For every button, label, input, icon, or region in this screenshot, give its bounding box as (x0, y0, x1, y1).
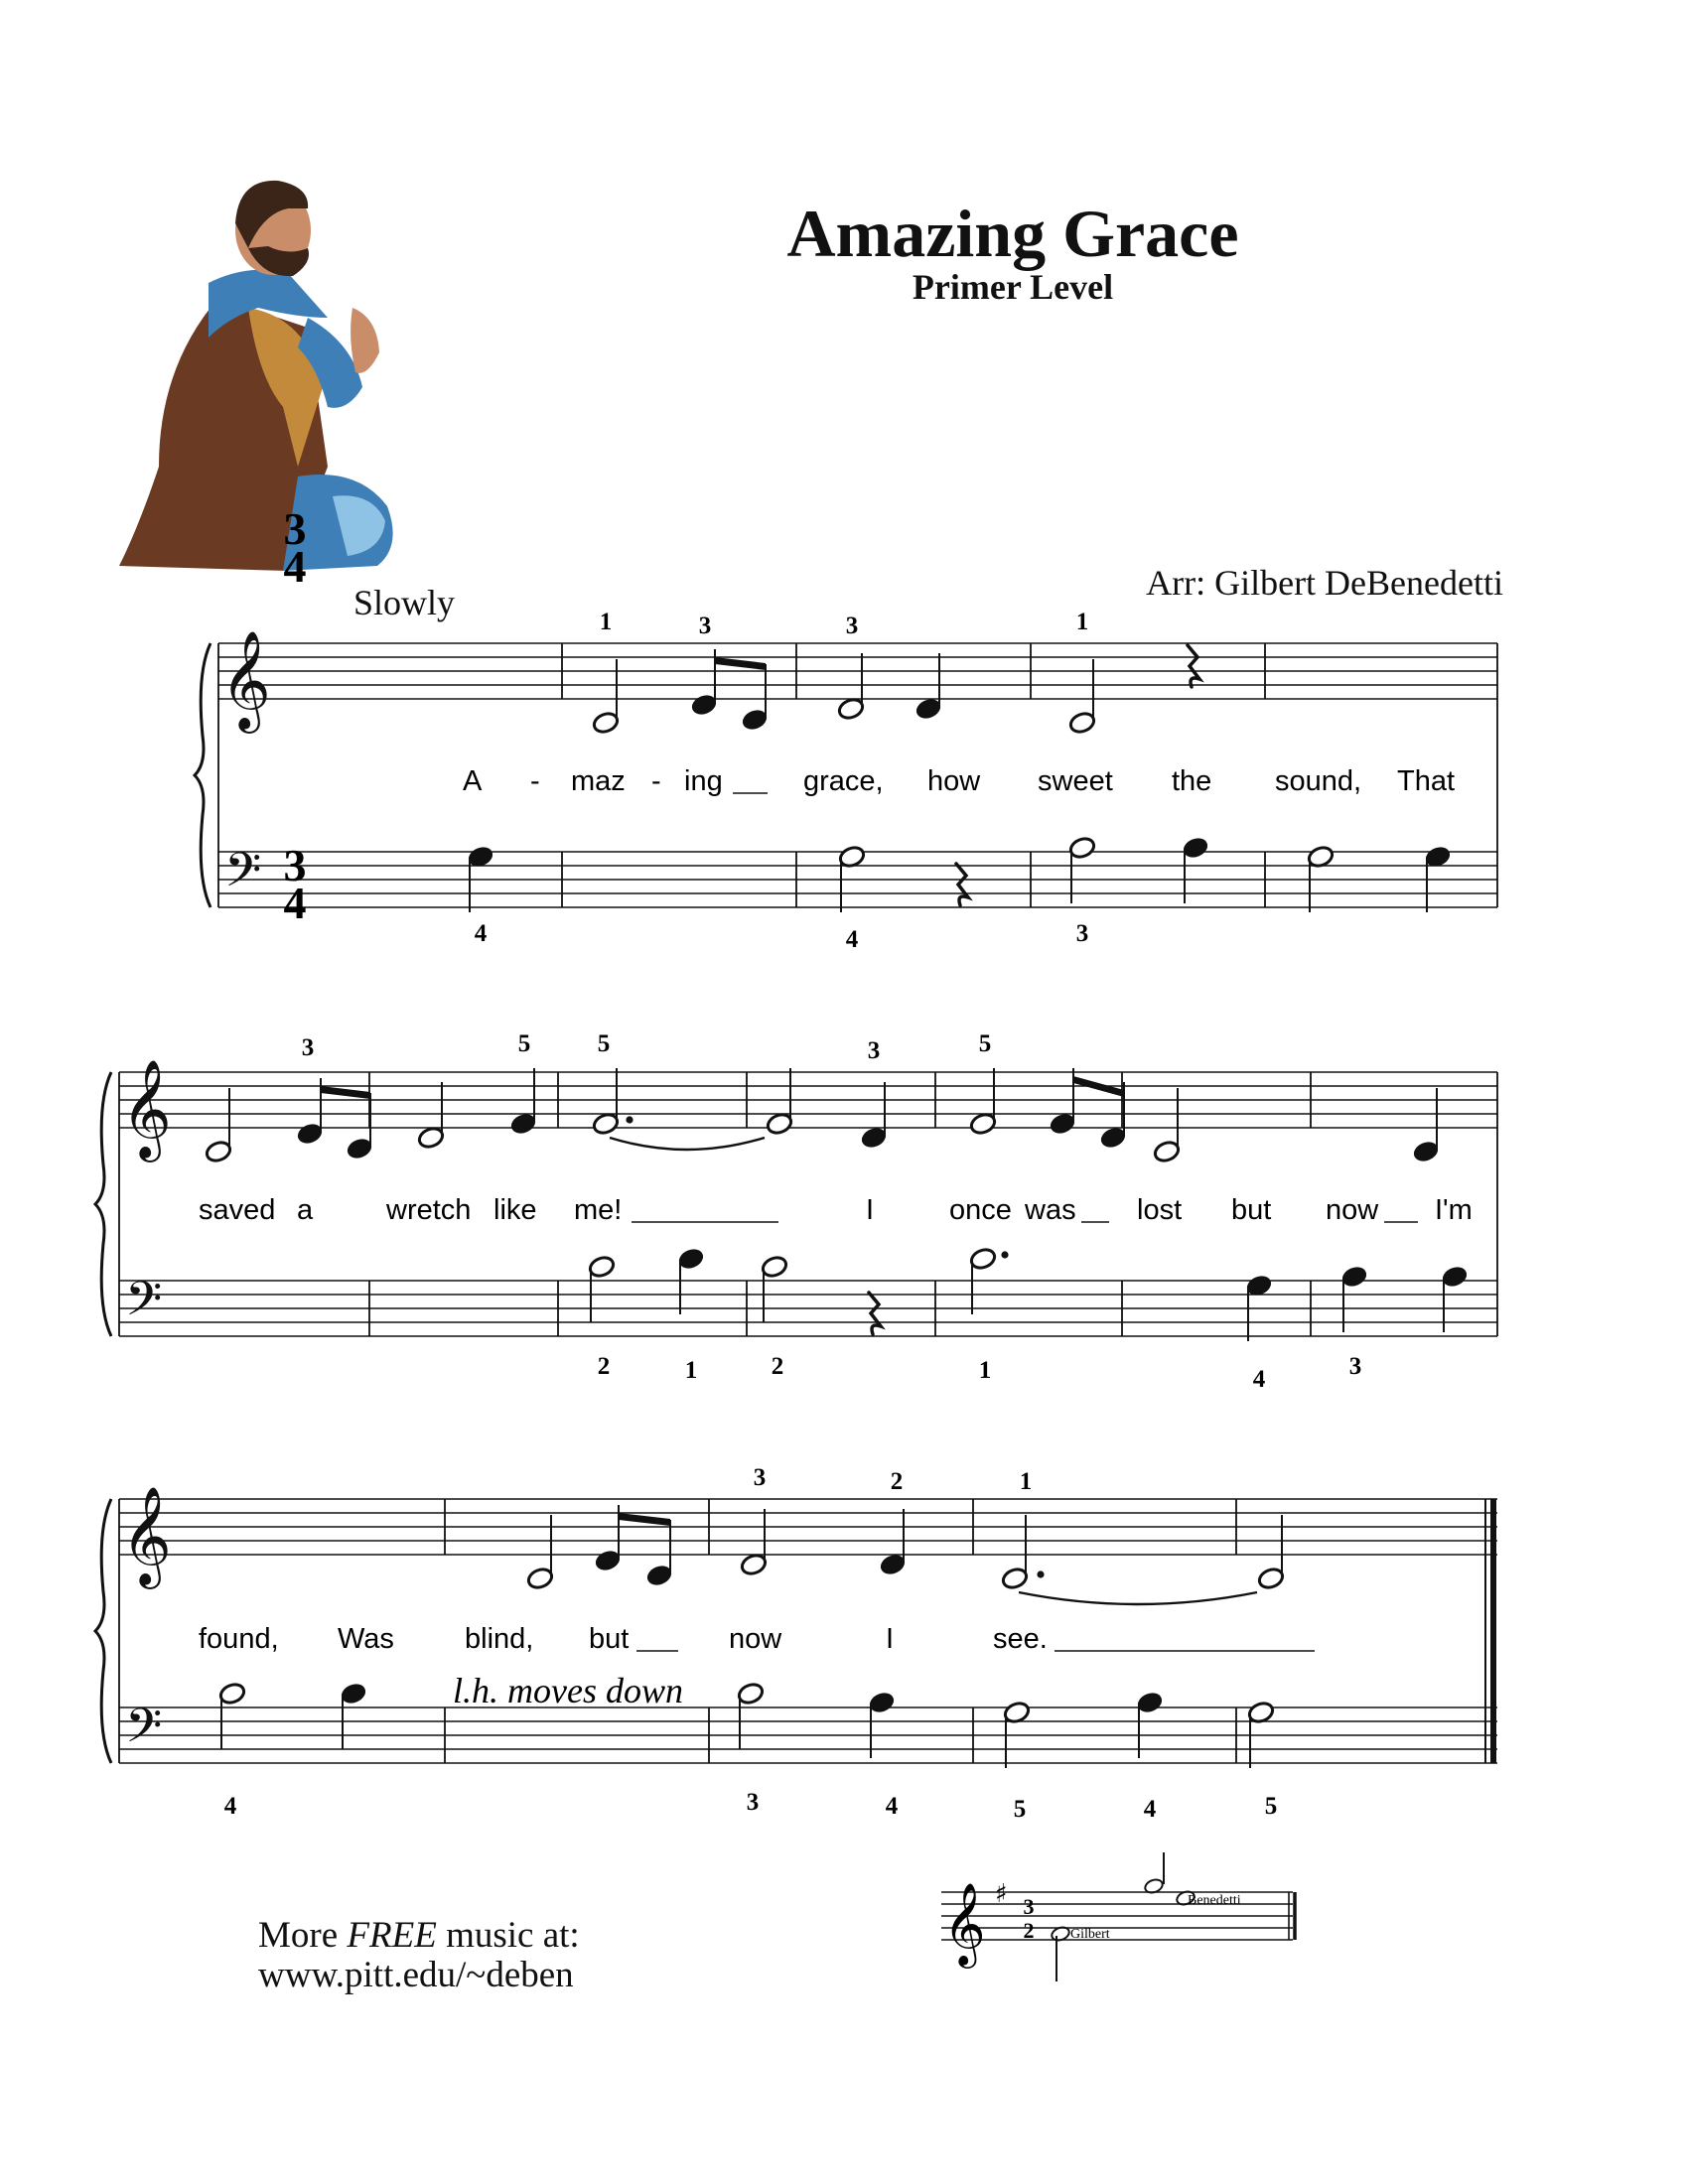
lyric-word: wretch (386, 1194, 472, 1226)
rh-fingering: 1 (1075, 609, 1089, 635)
lh-fingering: 1 (978, 1357, 992, 1384)
lyric-word: A (463, 765, 483, 797)
bass-clef-icon: 𝄢 (125, 1698, 163, 1765)
signature-time-top: 3 (1023, 1894, 1035, 1919)
tempo-marking: Slowly (353, 583, 456, 622)
quarter-rest (869, 1293, 881, 1334)
sharp-icon: ♯ (995, 1879, 1008, 1909)
lh-fingering: 4 (223, 1793, 237, 1820)
rh-fingering: 3 (845, 613, 859, 639)
arranger-credit: Arr: Gilbert DeBenedetti (1146, 563, 1503, 603)
augmentation-dot (626, 1116, 633, 1123)
lyric-word: once (949, 1194, 1012, 1226)
tie (1019, 1592, 1257, 1604)
lyric-word: see. (993, 1623, 1048, 1655)
treble-clef-icon: 𝄞 (220, 630, 271, 730)
beam (619, 1513, 670, 1526)
lyric-word: was (1025, 1194, 1076, 1226)
page-subtitle: Primer Level (912, 267, 1114, 307)
lh-fingering: 4 (845, 926, 859, 953)
treble-clef-icon: 𝄞 (943, 1881, 986, 1965)
lyric-word: I'm (1435, 1194, 1473, 1226)
rh-fingering: 3 (867, 1037, 881, 1064)
treble-clef-icon: 𝄞 (121, 1059, 172, 1159)
lyric-word: but (589, 1623, 630, 1655)
lh-fingering: 1 (684, 1357, 698, 1384)
lyric-word: I (886, 1623, 895, 1655)
signature-last-name: Benedetti (1188, 1893, 1241, 1908)
lyric-word: - (530, 765, 540, 797)
lyric-word: saved (199, 1194, 276, 1226)
lyric-word: like (493, 1194, 537, 1226)
quarter-rest (1188, 645, 1199, 687)
augmentation-dot (1001, 1251, 1008, 1258)
lh-fingering: 2 (597, 1353, 611, 1380)
lyric-word: how (927, 765, 981, 797)
lyric-word: sweet (1038, 765, 1113, 797)
rh-fingering: 5 (978, 1030, 992, 1057)
footer-url-link[interactable]: www.pitt.edu/~deben (258, 1955, 574, 1995)
grand-staff-brace (95, 1499, 111, 1763)
signature-logo (933, 1852, 1311, 1991)
lyric-word: That (1397, 765, 1456, 797)
rh-fingering: 1 (1019, 1468, 1033, 1495)
rh-fingering: 3 (698, 613, 712, 639)
lyric-word: but (1231, 1194, 1272, 1226)
lh-fingering: 3 (1075, 920, 1089, 947)
tie (610, 1138, 765, 1150)
page-title: Amazing Grace (786, 196, 1239, 271)
lh-fingering: 4 (1252, 1366, 1266, 1393)
treble-time-sig-bottom: 4 (283, 541, 307, 592)
lyric-word: the (1172, 765, 1212, 797)
lh-fingering: 2 (771, 1353, 784, 1380)
signature-first-name: Gilbert (1070, 1927, 1110, 1942)
rh-fingering: 1 (599, 609, 613, 635)
lh-fingering: 3 (1348, 1353, 1362, 1380)
lyric-word: me! (574, 1194, 623, 1226)
bass-clef-icon: 𝄢 (224, 842, 262, 909)
grand-staff-brace (95, 1072, 111, 1336)
lyric-word: found, (199, 1623, 279, 1655)
lh-fingering: 3 (746, 1789, 760, 1816)
grand-staff-brace (195, 643, 211, 907)
bass-time-sig-bottom: 4 (283, 878, 307, 928)
lh-fingering: 5 (1013, 1796, 1027, 1823)
lyric-word: lost (1137, 1194, 1183, 1226)
rh-fingering: 2 (890, 1468, 904, 1495)
lyric-word: I (866, 1194, 875, 1226)
lyric-word: Was (338, 1623, 394, 1655)
lh-fingering: 4 (474, 920, 488, 947)
bass-clef-icon: 𝄢 (125, 1271, 163, 1338)
lyric-word: blind, (465, 1623, 534, 1655)
lyric-word: maz (571, 765, 626, 797)
beam (321, 1086, 370, 1099)
lyric-word: now (729, 1623, 782, 1655)
lyric-word: ing (684, 765, 723, 797)
footer-prefix: More (258, 1915, 348, 1956)
rh-fingering: 5 (517, 1030, 531, 1057)
lyric-word: sound, (1275, 765, 1362, 797)
augmentation-dot (1037, 1570, 1044, 1577)
lh-fingering: 4 (885, 1793, 899, 1820)
rh-fingering: 3 (753, 1464, 767, 1491)
lyric-word: grace, (803, 765, 884, 797)
rh-fingering: 3 (301, 1034, 315, 1061)
bass-time-sig-top: 3 (283, 840, 307, 890)
treble-time-sig-top: 3 (283, 503, 307, 554)
lyric-word: - (651, 765, 661, 797)
footer-suffix: music at: (436, 1915, 580, 1956)
lyric-word: now (1326, 1194, 1379, 1226)
rh-fingering: 5 (597, 1030, 611, 1057)
beam (715, 657, 766, 670)
signature-time-bottom: 2 (1023, 1918, 1035, 1943)
treble-clef-icon: 𝄞 (121, 1486, 172, 1585)
performance-direction: l.h. moves down (453, 1671, 683, 1710)
lh-fingering: 4 (1143, 1796, 1157, 1823)
footer-free-emphasis: FREE (347, 1915, 437, 1956)
lyric-word: a (297, 1194, 314, 1226)
quarter-rest (956, 864, 968, 905)
footer-promo (258, 1914, 580, 1957)
lh-fingering: 5 (1264, 1793, 1278, 1820)
